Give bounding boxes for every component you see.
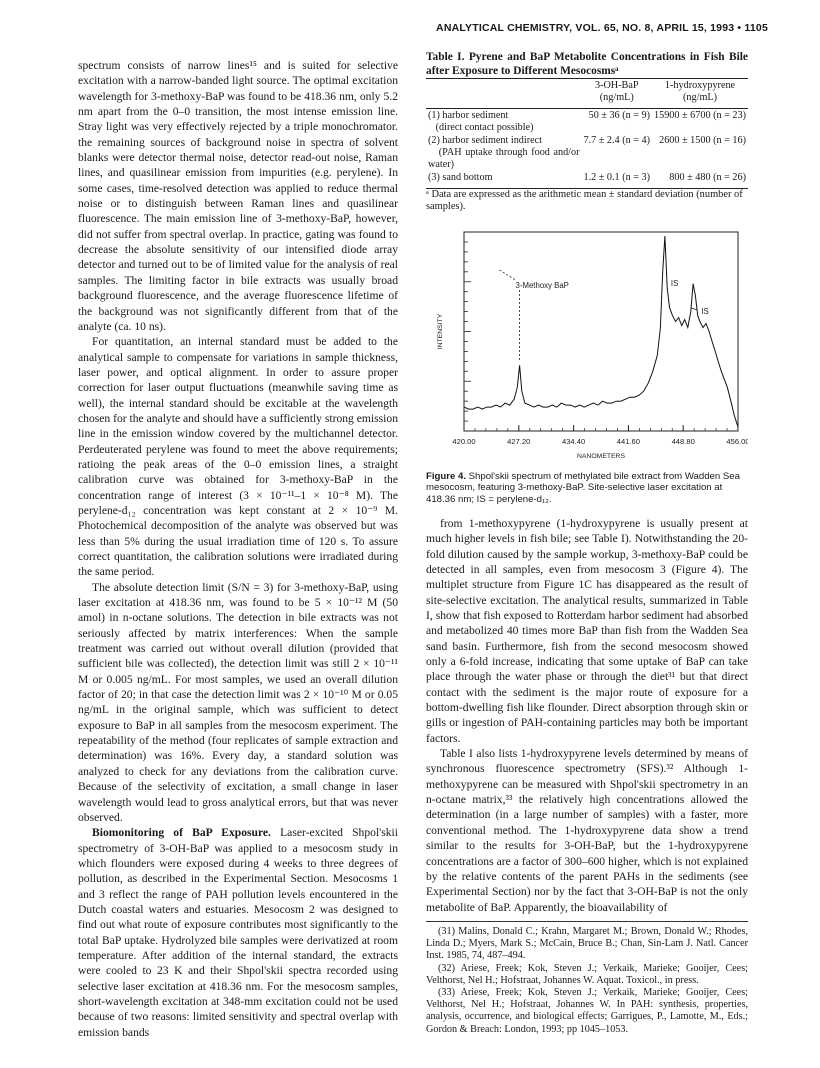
spectrum-line bbox=[464, 236, 738, 427]
x-axis-label: NANOMETERS bbox=[577, 452, 625, 460]
table-row: (1) harbor sediment (direct contact possible) 50 ± 36 (n = 9) 15900 ± 6700 (n = 23) bbox=[428, 110, 746, 133]
paragraph: spectrum consists of narrow lines¹⁵ and is suited for selective excitation with a narrow-banded light source. The optimal excitation wavelength for 3-methoxy-BaP was found to be 418.36 nm, only 5.2 nm apart from the 0–0 transition, the most intense emission line. Stray light was very effectively rejected by a triple monochromator. the remaining sources of background noise in spectra of solvent blanks were detector thermal noise, detector read-out noise, Raman lines, and quasilinear emission from impurities (e.g. perylene). In some cases, time-resolved detection was applied to reduce thermal noise or to distinguish between Raman lines and quasilinear fluorescence. The main emission line of 3-methoxy-BaP, however, did not suffer from spectral overlap. In practice, gating was found to decrease the absolute sensitivity of our intensified diode array detector and turned out to be of limited value for the analysis of real samples. The limiting factor in bile extracts was usually broad background fluorescence, and the average fluorescence lifetime of the background was not significantly different from that of the analyte (ca. 10 ns). bbox=[78, 59, 398, 333]
table-footnote: ᵃ Data are expressed as the arithmetic mean ± standard deviation (number of samples). bbox=[426, 188, 743, 213]
x-tick-label: 448.80 bbox=[671, 436, 695, 446]
paragraph: For quantitation, an internal standard must be added to the analytical sample to compensate for variations in sample thickness, laser power, and optical alignment. In order to assure proper correction for laser output fluctuations (meanwhile saving time as well), the internal standard should be excitable at the wavelength chosen for the analyte and should have a sufficiently strong emission line in the emission window covered by the multichannel detector. Perdeuterated perylene was found to meet the above requirements; ratioing the peak areas of the 0–0 emission lines, a straight calibration curve was obtained for 3-methoxy-BaP in the concentration range of interest (3 × 10⁻¹¹–1 × 10⁻⁸ M). The perylene-d₁₂ concentration was kept constant at 2 × 10⁻⁹ M. Photochemical decomposition of the analyte was observed but was less than 5% during the usual irradiation time of 120 s. To assure correct quantitation, the calibration solutions were irradiated during the same period. bbox=[78, 335, 398, 579]
paragraph-text: Laser-excited Shpol'skii spectrometry of 3-OH-BaP was applied to a mesocosm study in which flounders were exposed during 4 weeks to three degrees of pollution, as described in the Experimental Section. Mesocosms 1 and 3 reflect the range of PAH pollution levels encountered in the Dutch coastal waters and estuaries. Mesocosm 2 was designed to find out what route of exposure contributes most significantly to the total BaP uptake. Hydrolyzed bile samples were derivatized at room temperature. After addition of the internal standard, the extracts were cooled to 23 K and their Shpol'skii spectra recorded using selective laser excitation at 418.36 nm. For the mesocosm samples, short-wavelength excitation at 348-mm excitation could not be used because of two reasons: limited sensitivity and spectral overlap with emission bands bbox=[78, 826, 399, 1039]
table-row: (2) harbor sediment indirect (PAH uptake through food and/or water) 7.7 ± 2.4 (n = 4) 2600 ± 1500 (n = 16) bbox=[428, 135, 746, 170]
table-header-col2: 1-hydroxypyrene (ng/mL) bbox=[652, 79, 748, 106]
figure-4-spectrum bbox=[426, 226, 748, 471]
table-header-empty bbox=[426, 79, 582, 106]
annotation-label: IS bbox=[670, 278, 679, 288]
reference: (32) Ariese, Freek; Kok, Steven J.; Verkaik, Marieke; Gooijer, Cees; Velthorst, Nel H.; Hofstraat, Johannes W. Aquat. Toxicol., in press. bbox=[426, 962, 748, 986]
reference: (31) Malins, Donald C.; Krahn, Margaret M.; Brown, Donald W.; Rhodes, Linda D.; Myers, Mark S.; McCain, Bruce B.; Chan, Sin-Lam J. Natl. Cancer Inst. 1985, 74, 487–494. bbox=[426, 925, 748, 962]
reference: (33) Ariese, Freek; Kok, Steven J.; Verkaik, Marieke; Gooijer, Cees; Velthorst, Nel H.; Hofstraat, Johannes W. In PAH: synthesis, properties, analysis, occurrence, and biological effects; Garrigues, P., Lamotte, M., Eds.; Gordon & Breach: London, 1993; pp 1045–1053. bbox=[426, 986, 748, 1035]
references bbox=[426, 921, 748, 1036]
table-header-col1: 3-OH-BaP (ng/mL) bbox=[582, 79, 653, 106]
x-tick-label: 441.60 bbox=[616, 436, 641, 446]
figure-caption: Figure 4. Shpol'skii spectrum of methylated bile extract from Wadden Sea mesocosm, featuring 3-methoxy-BaP. Site-selective laser excitation at 418.36 nm; IS = perylene-d₁₂. bbox=[426, 470, 740, 506]
paragraph bbox=[78, 825, 398, 1040]
x-tick-label: 434.40 bbox=[561, 436, 586, 446]
spectrum-chart bbox=[426, 226, 748, 471]
annotation-pointer bbox=[500, 270, 516, 280]
right-column bbox=[426, 50, 748, 1036]
annotation-label: 3-Methoxy BaP bbox=[515, 280, 569, 290]
table-row: (3) sand bottom 1.2 ± 0.1 (n = 3) 800 ± 480 (n = 26) bbox=[426, 171, 748, 188]
annotation-label: IS bbox=[701, 306, 709, 316]
running-header: ANALYTICAL CHEMISTRY, VOL. 65, NO. 8, APRIL 15, 1993 • 1105 bbox=[436, 22, 768, 34]
table-title: Table I. Pyrene and BaP Metabolite Concentrations in Fish Bile after Exposure to Different Mesocosmsᵃ bbox=[426, 51, 748, 77]
paragraph: Table I also lists 1-hydroxypyrene levels determined by means of synchronous fluorescence spectrometry (SFS).³² Although 1-methoxypyrene can be measured with Shpol'skii spectrometry in an n-octane matrix,³³ the relatively high concentrations allowed the determination (in a large number of samples) with a faster, more conventional method. The 1-hydroxypyrene data show a trend similar to the results for 3-OH-BaP, but the 1-hydroxypyrene concentrations are a factor of 300–600 higher, which is not explained by the relative contents of the parent PAHs in the sediments (see Experimental Section) nor by the fact that 3-OH-BaP is not the only metabolite of BaP. Apparently, the bioavailability of bbox=[426, 747, 748, 914]
x-tick-label: 420.00 bbox=[452, 436, 476, 446]
y-axis-label: INTENSITY bbox=[437, 313, 444, 349]
x-tick-label: 456.00 bbox=[726, 436, 748, 446]
paragraph: The absolute detection limit (S/N = 3) for 3-methoxy-BaP, using laser excitation at 418.36 nm, was found to be 5 × 10⁻¹² M (50 amol) in n-octane solutions. The detection in bile extracts was not seriously affected by matrix interferences: When the sample treatment was carried out without overall dilution (provided that sufficient bile was collected), the detection limit was still 2 × 10⁻¹¹ M or 0.005 ng/mL. For most samples, we used an overall dilution factor of 20; in that case the detection limit was 2 × 10⁻¹⁰ M or 0.05 ng/mL in the original sample, which was sufficient to detect exposure to BaP in all samples from the mesocosm experiment. The repeatability of the method (four replicates of sample extraction and determination) was 16%. Every day, a standard solution was analyzed to check for any deviations from the calibration curve. Because of the selectivity of excitation, a small change in laser wavelength would lead to gross analytical errors, but that was never observed. bbox=[78, 580, 398, 824]
section-heading: Biomonitoring of BaP Exposure. bbox=[92, 826, 271, 840]
paragraph: from 1-methoxypyrene (1-hydroxypyrene is usually present at much higher levels in fish bile; see Table I). Notwithstanding the 20-fold dilution caused by the sample workup, 3-methoxy-BaP could be detected in all samples, even from mesocosm 3 (Figure 4). The multiplet structure from Figure 1C has disappeared as the result of site-selective excitation. The analytical results, summarized in Table I, show that fish exposed to Rotterdam harbor sediment had absorbed and metabolized 40 times more BaP than fish from the Wadden Sea sand basin. Furthermore, fish from the second mesocosm showed only a 6-fold increase, indicating that some uptake of BaP can take place through the water phase or through the diet³¹ but that direct contact with the sediment is the major route of exposure for a bottom-dwelling fish like flounder. Direct absorption through skin or gills or ingestion of PAH-containing particles may both be important factors. bbox=[426, 516, 748, 745]
data-table bbox=[426, 78, 748, 189]
plot-frame bbox=[464, 232, 738, 431]
left-column bbox=[78, 58, 398, 1040]
x-tick-label: 427.20 bbox=[507, 436, 531, 446]
